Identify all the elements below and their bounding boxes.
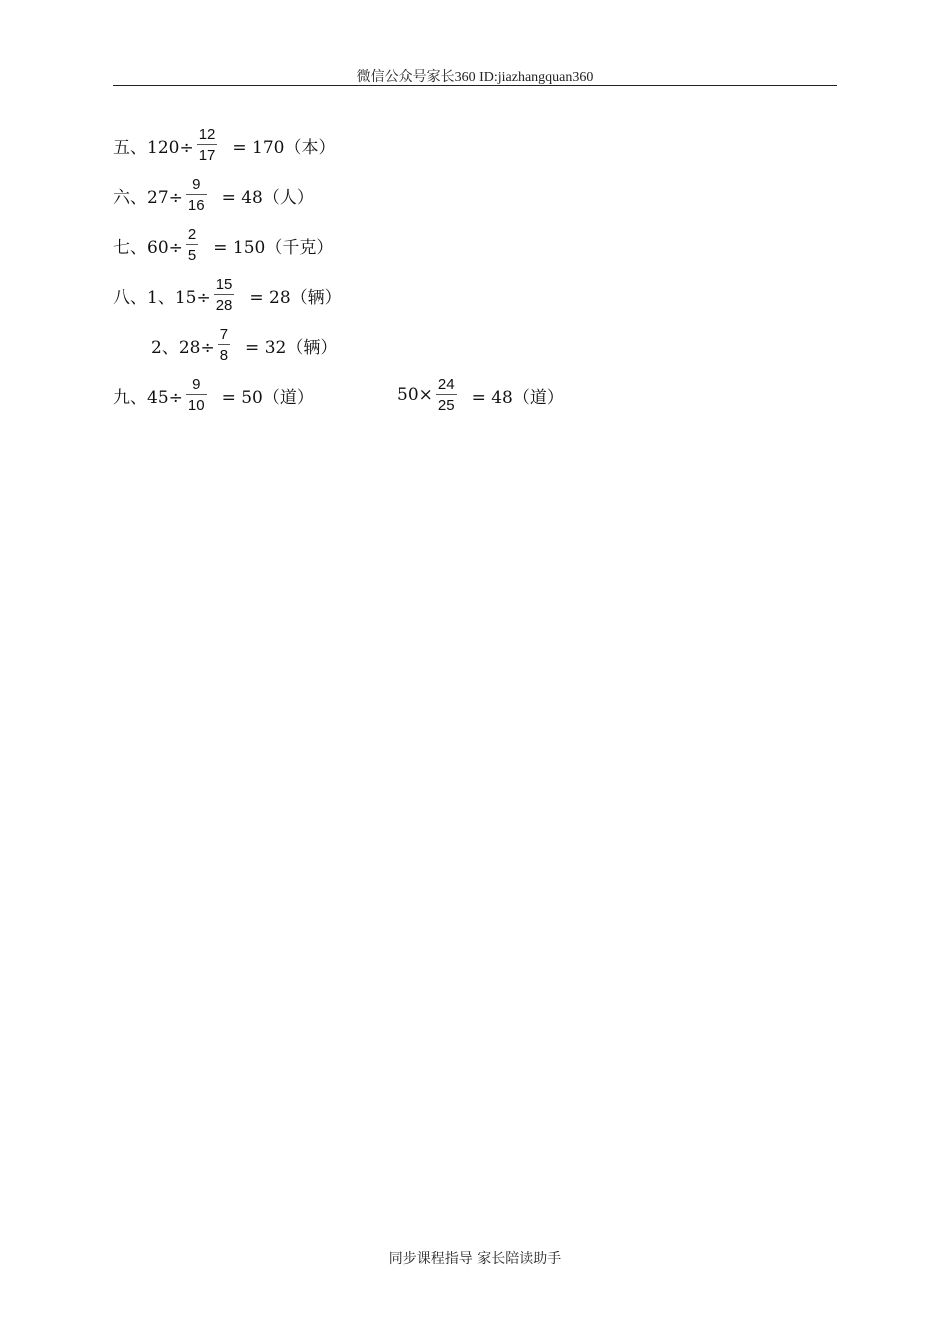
numerator: 7 bbox=[219, 326, 229, 343]
fraction bbox=[218, 327, 230, 363]
answer-lead: 50× bbox=[397, 385, 433, 405]
fraction bbox=[186, 377, 207, 413]
denominator: 28 bbox=[215, 297, 233, 314]
answer-6 bbox=[113, 175, 314, 215]
answer-lead: 五、120÷ bbox=[113, 137, 194, 158]
answer-5 bbox=[113, 125, 336, 165]
numerator: 9 bbox=[192, 376, 201, 393]
answer-7 bbox=[113, 225, 333, 265]
answer-result: = 150（千克） bbox=[213, 237, 334, 258]
answer-lead: 2、28÷ bbox=[151, 337, 215, 358]
denominator: 17 bbox=[198, 147, 216, 164]
header-rule bbox=[113, 85, 837, 86]
answer-lead: 八、1、15÷ bbox=[113, 287, 211, 308]
fraction bbox=[197, 127, 218, 163]
answer-result: = 170（本） bbox=[232, 137, 336, 158]
page-footer: 同步课程指导 家长陪读助手 bbox=[388, 1251, 562, 1267]
answer-result: = 28（辆） bbox=[249, 287, 342, 308]
denominator: 8 bbox=[219, 347, 229, 364]
answer-9-a bbox=[113, 375, 314, 415]
numerator: 12 bbox=[198, 126, 216, 143]
denominator: 25 bbox=[437, 397, 455, 414]
fraction bbox=[186, 227, 198, 263]
numerator: 24 bbox=[437, 376, 455, 393]
denominator: 10 bbox=[187, 397, 205, 414]
answer-result: = 50（道） bbox=[221, 387, 314, 408]
answer-9-b bbox=[397, 375, 564, 415]
numerator: 9 bbox=[192, 176, 201, 193]
answer-result: = 48（道） bbox=[471, 387, 564, 408]
fraction bbox=[214, 277, 235, 313]
answer-result: = 32（辆） bbox=[245, 337, 338, 358]
denominator: 16 bbox=[187, 197, 205, 214]
answer-result: = 48（人） bbox=[221, 187, 314, 208]
page-header: 微信公众号家长360 ID:jiazhangquan360 bbox=[356, 70, 594, 85]
fraction bbox=[436, 377, 457, 413]
numerator: 15 bbox=[215, 276, 233, 293]
numerator: 2 bbox=[187, 226, 197, 243]
fraction bbox=[186, 177, 207, 213]
answer-lead: 六、27÷ bbox=[113, 187, 183, 208]
answer-8-2 bbox=[151, 325, 337, 365]
answer-lead: 九、45÷ bbox=[113, 387, 183, 408]
answer-8-1 bbox=[113, 275, 342, 315]
denominator: 5 bbox=[187, 247, 197, 264]
answer-lead: 七、60÷ bbox=[113, 237, 183, 258]
